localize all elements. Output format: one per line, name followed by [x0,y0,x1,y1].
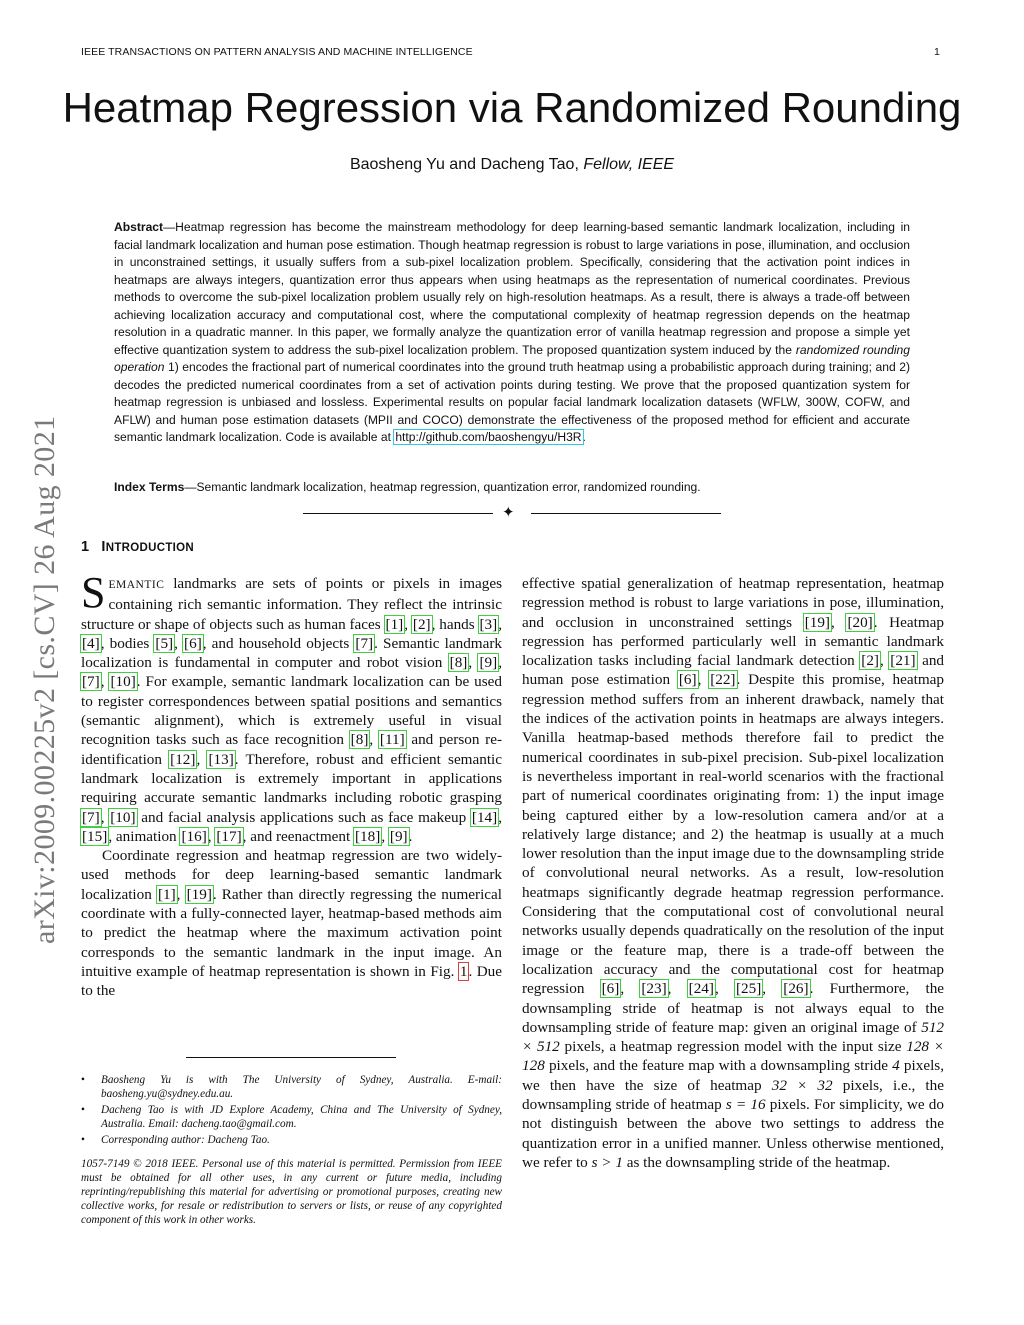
citation[interactable]: [8] [350,731,369,749]
footnote-item: • Corresponding author: Dacheng Tao. [81,1134,270,1146]
citation[interactable]: [10] [110,808,136,826]
math-inline: 4 [892,1057,900,1075]
citation[interactable]: [13] [208,750,234,768]
arxiv-side-stamp: arXiv:2009.00225v2 [cs.CV] 26 Aug 2021 [28,415,61,944]
citation[interactable]: [24] [688,980,714,998]
bullet-icon: • [81,1134,85,1146]
abstract-label: Abstract [114,220,164,234]
author-fellowship: Fellow, IEEE [583,156,675,173]
citation[interactable]: [1] [385,615,404,633]
citation[interactable]: [6] [601,980,620,998]
right-column [522,574,944,1172]
math-inline: 128 × 128 [522,1038,945,1075]
citation[interactable]: [3] [479,615,498,633]
abstract [114,219,910,447]
citation[interactable]: [18] [355,827,381,845]
figure-reference[interactable]: 1 [459,962,468,980]
index-terms [114,480,910,494]
intro-paragraph-1: SEMANTIC landmarks are sets of points or pixels in images containing rich semantic information. They reflect the intrinsic structure or shape of objects such as human faces [1], [2], hands [3], [4], bodies [5], [6], and household objects [7]. Semantic landmark localization is fundamental in computer and robot vision [8], [9], [7], [10]. For example, semantic landmark localization can be used to register correspondences between spatial positions and semantics (semantic alignment), which is extremely useful in visual recognition tasks such as face recognition [8], [11] and person re-identification [12], [13]. Therefore, robust and efficient semantic landmark localization is extremely important in applications requiring accurate semantic landmarks including robotic grasping [7], [10] and facial analysis applications such as face makeup [14], [15], animation [16], [17], and reenactment [18], [9]. [81,568,503,845]
citation[interactable]: [25] [735,980,762,998]
citation[interactable]: [26] [783,980,809,998]
citation[interactable]: [8] [449,654,468,672]
section-heading-introduction [81,539,194,555]
citation[interactable]: [21] [890,652,916,670]
citation[interactable]: [23] [641,980,667,998]
abstract-end: . [582,430,586,444]
math-inline: 32 × 32 [771,1076,833,1094]
citation[interactable]: [19] [186,885,212,903]
bullet-icon: • [81,1104,85,1116]
page-number: 1 [934,46,940,58]
citation[interactable]: [16] [181,827,207,845]
footnotes [81,1073,502,1227]
abstract-italic: randomized rounding operation [114,342,910,374]
citation[interactable]: [15] [82,827,108,845]
citation[interactable]: [17] [216,827,242,845]
citation[interactable]: [2] [412,615,431,633]
citation[interactable]: [7] [355,634,374,652]
math-inline: s = 16 [725,1096,766,1114]
citation[interactable]: [2] [861,652,879,670]
abstract-text-2: 1) encodes the fractional part of numerical coordinates into the ground truth heatmap using a probabilistic approach during training; and 2) decodes the predicted numerical coordinates from a set of activation points during testing. We prove that the proposed quantization system for heatmap regression is unbiased and lossless. Experimental results on popular facial landmark localization datasets (WFLW, 300W, COFW, and AFLW) and human pose estimation datasets (MPII and COCO) demonstrate the effectiveness of the proposed method for efficient and accurate semantic landmark localization. Code is available at [114,360,910,444]
separator-rule-right [531,513,721,514]
citation[interactable]: [4] [82,634,100,652]
citation[interactable]: [12] [170,750,196,768]
math-inline: s > 1 [591,1153,623,1171]
authors [0,156,1024,174]
left-column [81,568,503,1001]
citation[interactable]: [1] [157,885,176,903]
citation[interactable]: [9] [479,654,498,672]
citation[interactable]: [7] [82,808,100,826]
abstract-text: —Heatmap regression has become the mainstream methodology for deep learning-based semantic landmark localization, including in facial landmark localization and human pose estimation. Though heatmap regression is robust to large variations in pose, illumination, and occlusion in unconstrained settings, it usually suffers from a sub-pixel localization problem. Specifically, considering that the activation point indices in heatmaps are always integers, quantization error thus appears when using heatmaps as the representation of numerical coordinates. Previous methods to overcome the sub-pixel localization problem usually rely on high-resolution heatmaps. As a result, there is always a trade-off between achieving localization accuracy and computational cost, where the computational complexity of heatmap regression depends on the heatmap resolution in a quadratic manner. In this paper, we formally analyze the quantization error of vanilla heatmap regression and propose a simple yet effective quantization system to address the sub-pixel localization problem. The proposed quantization system induced by the [114,220,910,357]
index-terms-text: —Semantic landmark localization, heatmap regression, quantization error, randomized rounding. [184,480,701,494]
footnote-item: • Dacheng Tao is with JD Explore Academy, China and The University of Sydney, Australia. Email: dacheng.tao@gmail.com. [81,1104,502,1130]
copyright-notice: 1057-7149 © 2018 IEEE. Personal use of this material is permitted. Permission from IEEE must be obtained for all other uses, in any current or future media, including reprinting/republishing this material for advertising or promotional purposes, creating new collective works, for resale or redistribution to servers or lists, or reuse of any copyrighted component of this work in other works. [81,1158,502,1226]
citation[interactable]: [14] [471,808,498,826]
code-link[interactable]: http://github.com/baoshengyu/H3R [395,430,582,444]
index-terms-label: Index Terms [114,480,185,494]
dropcap: S [81,568,106,617]
citation[interactable]: [19] [804,613,830,631]
section-first-letter: I [101,539,106,555]
intro-paragraph-2: Coordinate regression and heatmap regression are two widely-used methods for deep learning-based semantic landmark localization [1], [19]. Rather than directly regressing the numerical coordinate with a fully-connected layer, heatmap-based methods aim to predict the heatmap where the maximum activation point corresponds to the semantic landmark in the input image. An intuitive example of heatmap representation is shown in Fig. 1. Due to the [81,847,503,1000]
intro-paragraph-3: effective spatial generalization of heatmap representation, heatmap regression method is robust to large variations in pose, illumination, and occlusion in unconstrained settings [19], [20]. Heatmap regression has performed particularly well in semantic landmark localization tasks including facial landmark detection [2], [21] and human pose estimation [6], [22]. Despite this promise, heatmap regression method suffers from an inherent drawback, namely that the indices of the activation points in heatmaps are always integers. Vanilla heatmap-based methods therefore fail to predict the numerical coordinates in sub-pixel precision. Sub-pixel localization is nevertheless important in real-world scenarios with the fractional part of numerical coordinates originating from: 1) the input image being captured either by a low-resolution camera and/or at a relatively large distance; and 2) the heatmap is usually at a much lower resolution than the input image due to the downsampling stride of convolutional neural networks. As a result, low-resolution heatmaps significantly degrade heatmap regression performance. Considering that the computational cost of convolutional neural networks usually depends quadratically on the resolution of the input image or the feature map, there is a trade-off between the localization accuracy and the computational cost for heatmap regression [6], [23], [24], [25], [26]. Furthermore, the downsampling stride of heatmap is not always equal to the downsampling stride of feature map: given an original image of 512 × 512 pixels, a heatmap regression model with the input size 128 × 128 pixels, and the feature map with a downsampling stride 4 pixels, we then have the size of heatmap 32 × 32 pixels, i.e., the downsampling stride of heatmap s = 16 pixels. For simplicity, we do not distinguish between the above two settings to address the quantization error in a unified manner. Unless otherwise mentioned, we refer to s > 1 as the downsampling stride of the heatmap. [522,575,945,1171]
separator-diamond-icon: ✦ [502,505,515,521]
separator-rule-left [303,513,493,514]
bullet-icon: • [81,1074,85,1086]
citation[interactable]: [22] [710,671,736,689]
footnote-item: • Baosheng Yu is with The University of Sydney, Australia. E-mail: baosheng.yu@sydney.edu.au. [81,1074,502,1100]
citation[interactable]: [9] [389,827,408,845]
author-names: Baosheng Yu and Dacheng Tao, [349,156,579,173]
citation[interactable]: [7] [82,673,100,691]
smallcaps-word: EMANTIC [108,579,165,591]
citation[interactable]: [11] [379,731,405,749]
paper-title: Heatmap Regression via Randomized Rounding [62,84,962,131]
section-number: 1 [81,539,90,555]
citation[interactable]: [5] [155,634,174,652]
citation[interactable]: [10] [110,673,136,691]
footnote-rule [186,1057,396,1058]
section-title-rest: NTRODUCTION [105,542,194,554]
citation[interactable]: [6] [184,634,202,652]
citation[interactable]: [6] [678,671,697,689]
section-separator [303,505,721,521]
math-inline: 512 × 512 [522,1018,944,1056]
citation[interactable]: [20] [847,613,873,631]
running-head: IEEE TRANSACTIONS ON PATTERN ANALYSIS AND MACHINE INTELLIGENCE [81,46,473,58]
